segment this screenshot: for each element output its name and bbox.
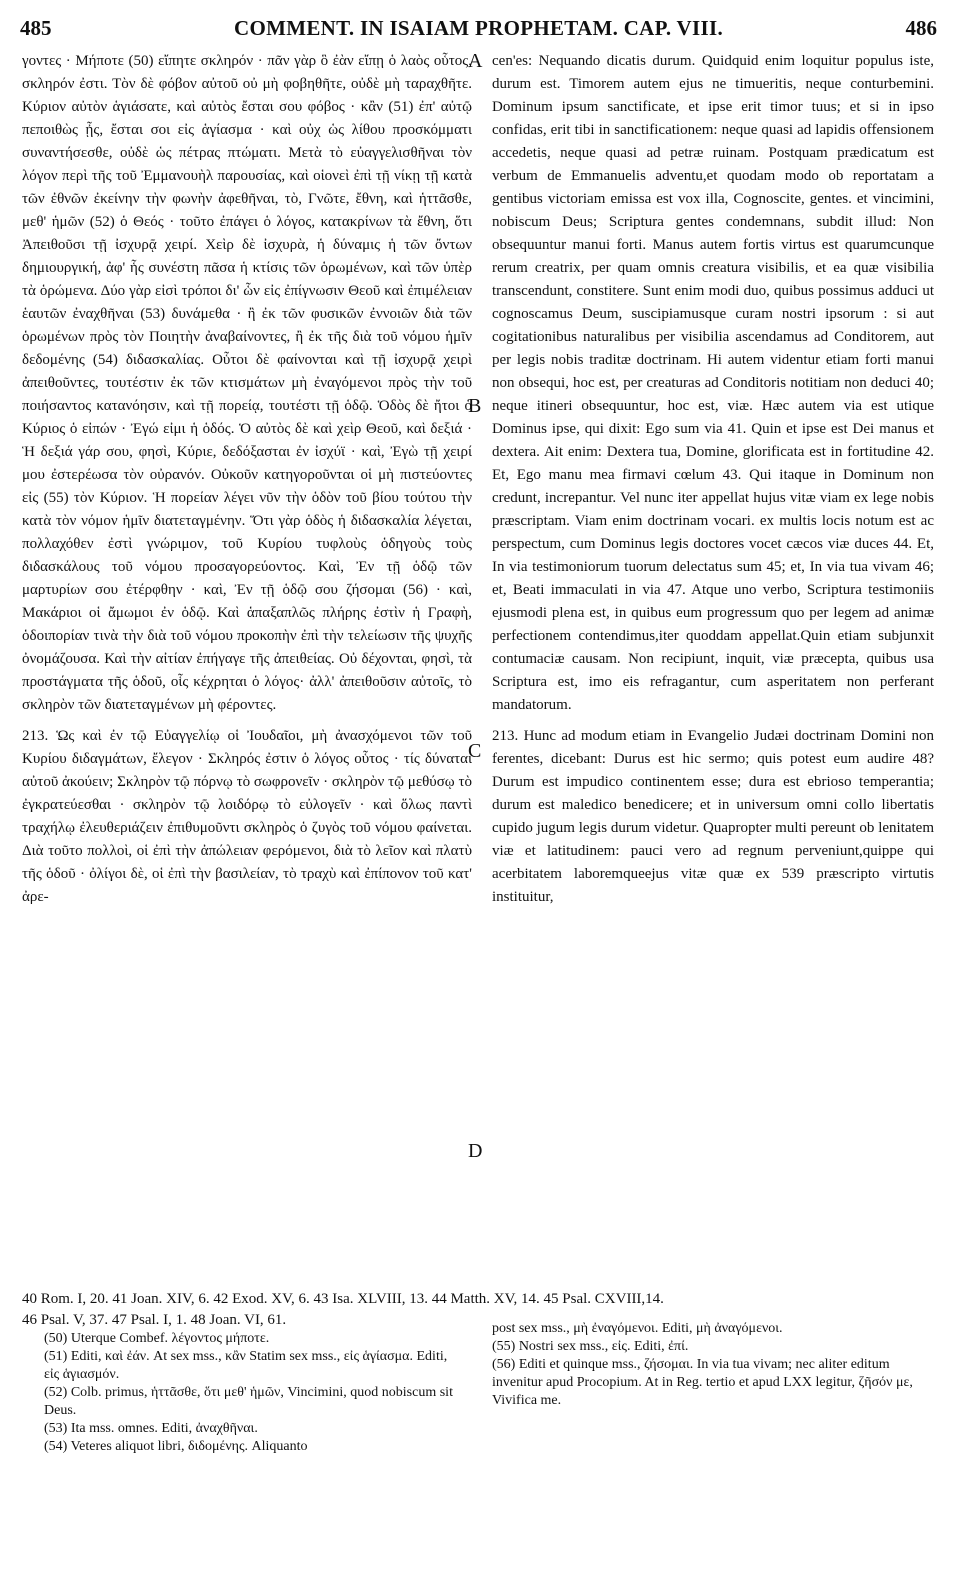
footnote: (56) Editi et quinque mss., ζήσομαι. In via tua vivam; nec aliter editum invenitur apud Procopium. At in Reg. tertio et apud LXX legitur, ζῆσόν με, Vivifica me.: [492, 1357, 913, 1408]
page-number-right: 486: [905, 16, 937, 40]
footnotes-left: [44, 1330, 464, 1456]
latin-column: [492, 50, 934, 909]
footnote: post sex mss., μὴ ἐναγόμενοι. Editi, μὴ ἀναγόμενοι.: [492, 1321, 783, 1336]
latin-paragraph-1: cen'es: Nequando dicatis durum. Quidquid enim loquitur populus iste, durum est. Timorem autem ejus ne timueritis, neque conturbemini. Dominum ipsum sanctificate, et ipse erit timor tuus; et si in ipso confidas, erit tibi in sanctificationem: neque quasi ad lapidis offensionem accedetis, neque quasi ad petræ ruinam. Postquam prædicatum est verbum de Emmanuelis adventu,et quodam modo ob reportatam a gentibus victoriam emissa est vox illa, Cognoscite, gentes. et vincimini, nobiscum Deus; Scriptura gentes condemnans, subdit illud: Non obsequuntur manui forti. Manus autem fortis virtus est quarumcunque rerum creatrix, per quam omnis creatura visibilis, et ea quæ visibilia transcendunt, constitere. Sunt enim modi duo, quibus possimus adduci ut cognoscamus Deum, suscipiamusque curam nostri ipsorum : si aut cogitationibus naturalibus per visibilia ascendamus ad Conditorem, aut per legis nobis traditæ doctrinam. Hi autem videntur etiam forti manui non obsequi, hoc est, per creaturas ad Conditoris notitiam non deduci 40; neque itineri obsequuntur, hoc est, viæ. Hæc autem via est utique Dominus ipse, qui dixit: Ego sum via 41. Quin et ipse est Dei manus et dextera. Ait enim: Dextera tua, Domine, glorificata est in fortitudine 42. Et, Ego manu mea firmavi cœlum 43. Qui itaque in Dominum non credunt, increpantur. Vel nunc iter appellat hujus vitæ viam ex lege nobis præscriptam. Viam enim doctrinam vocari. ex multis locis notum est ac perspectum, cum Dominus legis doctores vocet cæcos viæ duces 44. Et, In via testimoniorum tuorum delectatus sum 45; et, In via tua vivam 46; et, Beati immaculati in via 47. Atque uno verbo, Scriptura testimoniis ejusmodi plena est, in quibus eum progressum quo per legem ad animæ perfectionem contendimus,iter quoddam appellat.Quin etiam subjunxit contumaciæ causam. Non recipiunt, inquit, viæ præcepta, quibus usa Scriptura est, imo eis refragantur, cum asperitatem non perferant mandatorum.: [492, 53, 934, 713]
references-line-2: 46 Psal. V, 37. 47 Psal. I, 1. 48 Joan. VI, 61.: [22, 1312, 287, 1328]
footnotes-right: [492, 1320, 934, 1410]
margin-marker-b: B: [468, 395, 482, 417]
footnote: (51) Editi, καὶ ἐάν. At sex mss., κἂν Statim sex mss., εἰς ἁγίασμα. Editi, εἰς ἁγιασμόν.: [44, 1349, 448, 1382]
footnote: (50) Uterque Combef. λέγοντος μήποτε.: [44, 1331, 270, 1346]
margin-marker-a: A: [468, 50, 483, 72]
footnote: (55) Nostri sex mss., εἰς. Editi, ἐπί.: [492, 1339, 689, 1354]
greek-paragraph-1: γοντες · Μήποτε (50) εἴπητε σκληρόν · πᾶν γὰρ ὃ ἐὰν εἴπῃ ὁ λαὸς οὗτος, σκληρόν ἐστι. Τὸν δὲ φόβον αὐτοῦ οὐ μὴ φοβηθῆτε, οὐδὲ μὴ ταραχθῆτε. Κύριον αὐτὸν ἁγιάσατε, καὶ αὐτὸς ἔσται σου φόβος · κἂν (51) ἐπ' αὐτῷ πεποιθὼς ᾖς, ἔσται σοι εἰς ἁγίασμα · καὶ οὐχ ὡς λίθου προσκόμματι συναντήσεσθε, οὐδὲ ὡς πέτρας πτώματι. Μετὰ τὸ εὐαγγελισθῆναι τὸν λόγον περὶ τῆς τοῦ Ἐμμανουὴλ παρουσίας, καὶ οἱονεὶ ἐπὶ τῇ νίκῃ τῇ κατὰ τῶν ἐθνῶν ἐκείνην τὴν φωνὴν ἀφεθῆναι, τὸ, Γνῶτε, ἔθνη, καὶ ἡττᾶσθε, μεθ' ἡμῶν (52) ὁ Θεός · τοῦτο ἐπάγει ὁ λόγος, κατακρίνων τὰ ἔθνη, ὅτι Ἀπειθοῦσι τῇ ἰσχυρᾷ χειρί. Χεὶρ δὲ ἰσχυρὰ, ἡ δύναμις ἡ τῶν ὄντων δημιουργική, ἀφ' ἧς συνέστη πᾶσα ἡ κτίσις τῶν ὁρωμένων, καὶ τῶν ὑπὲρ τὰ ὁρώμενα. Δύο γὰρ εἰσὶ τρόποι δι' ὧν εἰς ἐπίγνωσιν Θεοῦ καὶ ἐπιμέλειαν ἑαυτῶν ἐναχθῆναι (53) δυνάμεθα · ἢ ἐκ τῶν φυσικῶν ἐννοιῶν διὰ τῶν ὁρωμένων πρὸς τὸν Ποιητὴν ἀναβαίνοντες, ἢ ἐκ τῆς διὰ τοῦ νόμου ἡμῖν δεδομένης (54) διδασκαλίας. Οὗτοι δὲ φαίνονται καὶ τῇ ἰσχυρᾷ χειρὶ ἀπειθοῦντες, τουτέστιν ἐκ τῶν κτισμάτων μὴ ἐναγόμενοι πρὸς τὴν τοῦ ποιήσαντος κατανόησιν, καὶ τῇ πορείᾳ, τουτέστι τῇ ὁδῷ. Ὁδὸς δὲ ἤτοι ὁ Κύριος ὁ εἰπών · Ἐγώ εἰμι ἡ ὁδός. Ὁ αὐτὸς δὲ καὶ χεὶρ Θεοῦ, καὶ δεξιά · Ἡ δεξιά γάρ σου, φησὶ, Κύριε, δεδόξασται ἐν ἰσχύϊ · καὶ, Ἐγὼ τῇ χειρί μου ἐστερέωσα τὸν οὐρανόν. Οὐκοῦν κατηγοροῦνται οἱ μὴ πιστεύοντες εἰς (55) τὸν Κύριον. Ἡ πορείαν λέγει νῦν τὴν ὁδὸν τοῦ βίου τούτου τὴν κατὰ τὸν νόμον ἡμῖν διατεταγμένην. Ὅτι γὰρ ὁδὸς ἡ διδασκαλία λέγεται, πολλαχόθεν ἐστὶ γνώριμον, τοῦ Κυρίου τυφλοὺς ὁδηγοὺς τοὺς διδασκάλους τοῦ νόμου προσαγορεύοντος. Καὶ, Ἐν τῇ ὁδῷ τῶν μαρτυρίων σου ἐτέρφθην · καὶ, Ἐν τῇ ὁδῷ σου ζήσομαι (56) · καὶ, Μακάριοι οἱ ἄμωμοι ἐν ὁδῷ. Καὶ ἁπαξαπλῶς πλήρης ἐστὶν ἡ Γραφὴ, ὁδοιπορίαν τινὰ τὴν διὰ τοῦ νόμου προκοπὴν ἐπὶ τὴν τελείωσιν τῆς ψυχῆς ὀνομάζουσα. Καὶ τὴν αἰτίαν ἐπήγαγε τῆς ἀπειθείας. Οὐ δέχονται, φησὶ, τὰ προστάγματα τῆς ὁδοῦ, οἷς κέχρηται ὁ λόγος· ἀλλ' ἀπειθοῦσιν αὐτοῖς, τὸ σκληρὸν τῶν διατεταγμένων μὴ φέροντες.: [22, 53, 472, 713]
page-header: [20, 16, 937, 46]
references-line-1: 40 Rom. I, 20. 41 Joan. XIV, 6. 42 Exod. XV, 6. 43 Isa. XLVIII, 13. 44 Matth. XV, 14. 45 Psal. CXVIII,14.: [22, 1291, 664, 1307]
latin-paragraph-2: 213. Hunc ad modum etiam in Evangelio Judæi doctrinam Domini non ferentes, dicebant: Durus est hic sermo; quis potest eum audire 48? Durum est impudico continentem esse; dura est ebrioso temperantia; durum est maledico benedicere; et in universum omni collo libertatis cupido jugum legis durum videtur. Quapropter multi pereunt ob lenitatem viæ et latitudinem: pauci vero ad regnum perveniunt,quippe qui acerbitatem laboremqueejus vitæ quæ ex 539 præscripto virtutis instituitur,: [492, 728, 934, 905]
greek-paragraph-2: 213. Ὡς καὶ ἐν τῷ Εὐαγγελίῳ οἱ Ἰουδαῖοι, μὴ ἀνασχόμενοι τῶν τοῦ Κυρίου διδαγμάτων, ἔλεγον · Σκληρός ἐστιν ὁ λόγος οὗτος · τίς δύναται αὐτοῦ ἀκούειν; Σκληρὸν τῷ πόρνῳ τὸ σωφρονεῖν · σκληρὸν τῷ μεθύσῳ τὸ ἐγκρατεύεσθαι · σκληρὸν τῷ λοιδόρῳ τὸ εὐλογεῖν · καὶ ὅλως παντὶ τραχήλῳ ἐλευθεριάζειν ἐπιθυμοῦντι σκληρὸς ὁ ζυγὸς τοῦ νόμου φαίνεται. Διὰ τοῦτο πολλοὶ, οἱ ἐπὶ τὴν ἀπώλειαν φερόμενοι, διὰ τὸ λεῖον καὶ πλατὺ τῆς ὁδοῦ · ὀλίγοι δὲ, οἱ ἐπὶ τὴν βασιλείαν, τὸ τραχὺ καὶ ἐπίπονον τοῦ κατ' ἀρε-: [22, 728, 472, 905]
running-title: COMMENT. IN ISAIAM PROPHETAM. CAP. VIII.: [234, 16, 723, 40]
footnote: (52) Colb. primus, ἡττᾶσθε, ὅτι μεθ' ἡμῶν, Vincimini, quod nobiscum sit Deus.: [44, 1385, 453, 1418]
margin-marker-d: D: [468, 1140, 483, 1162]
page-number-left: 485: [20, 16, 52, 40]
footnote: (53) Ita mss. omnes. Editi, ἀναχθῆναι.: [44, 1421, 258, 1436]
margin-marker-c: C: [468, 740, 482, 762]
footnote: (54) Veteres aliquot libri, διδομένης. Aliquanto: [44, 1439, 308, 1454]
greek-column: [22, 50, 472, 909]
